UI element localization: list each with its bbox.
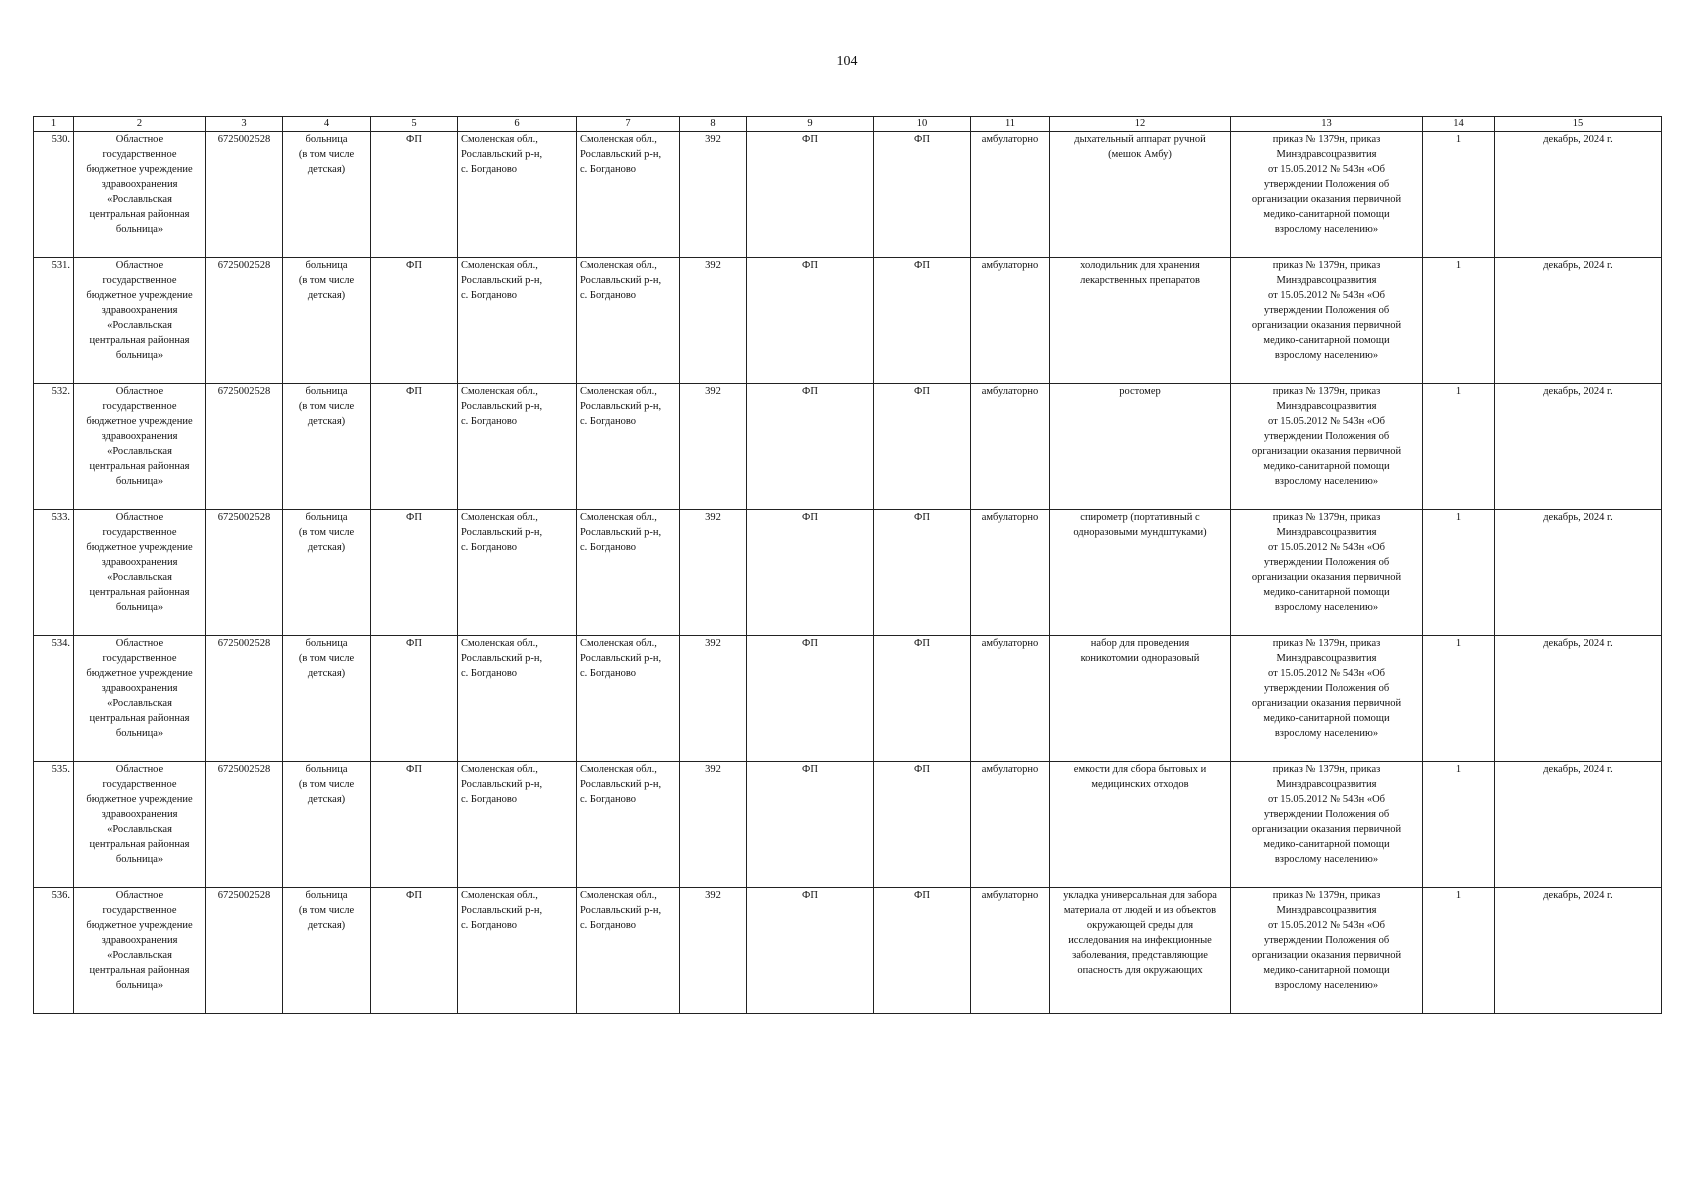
equipment-name-text: дыхательный аппарат ручной (мешок Амбу) [1074, 134, 1206, 160]
row-number [34, 636, 74, 762]
unit-type-secondary-text: ФП [914, 260, 930, 271]
care-condition-text: амбулаторно [981, 134, 1039, 145]
quantity-text: 1 [1455, 764, 1462, 775]
regulatory-order-text: приказ № 1379н, приказ Минздравсоцразвития от 15.05.2012 № 543н «Об утверждении Положения об организации оказания первичной медико-санитарной помощи взрослому населению» [1251, 890, 1402, 991]
unit-type-text: ФП [802, 764, 818, 775]
subdivision-text: ФП [406, 386, 422, 397]
address-secondary-text: Смоленская обл., Рославльский р-н, с. Богданово [580, 764, 662, 805]
subdivision [371, 762, 458, 888]
regulatory-order-text: приказ № 1379н, приказ Минздравсоцразвития от 15.05.2012 № 543н «Об утверждении Положения об организации оказания первичной медико-санитарной помощи взрослому населению» [1251, 638, 1402, 739]
regulatory-order [1231, 132, 1423, 258]
delivery-date-text: декабрь, 2024 г. [1543, 386, 1613, 397]
inn-value [206, 132, 283, 258]
address [458, 510, 577, 636]
care-condition-text: амбулаторно [981, 260, 1039, 271]
subdivision-text: ФП [406, 134, 422, 145]
address-secondary [577, 510, 680, 636]
equipment-name-text: емкости для сбора бытовых и медицинских отходов [1073, 764, 1207, 790]
column-header: 5 [371, 117, 458, 132]
column-header: 12 [1050, 117, 1231, 132]
table-row [34, 510, 1662, 636]
address [458, 762, 577, 888]
address-text: Смоленская обл., Рославльский р-н, с. Богданово [461, 512, 543, 553]
code-value-text: 392 [705, 638, 721, 649]
organization-name-text: Областное государственное бюджетное учреждение здравоохранения «Рославльская центральная районная больница» [86, 134, 193, 235]
facility-type [283, 888, 371, 1014]
inn-value [206, 258, 283, 384]
column-header: 9 [747, 117, 874, 132]
organization-name-text: Областное государственное бюджетное учреждение здравоохранения «Рославльская центральная районная больница» [86, 764, 193, 865]
unit-type-secondary [874, 510, 971, 636]
quantity [1423, 636, 1495, 762]
equipment-name [1050, 258, 1231, 384]
facility-type-text: больница (в том числе детская) [298, 764, 355, 805]
column-header: 7 [577, 117, 680, 132]
quantity-text: 1 [1455, 386, 1462, 397]
delivery-date [1495, 384, 1662, 510]
subdivision [371, 510, 458, 636]
table-row [34, 258, 1662, 384]
subdivision-text: ФП [406, 512, 422, 523]
code-value-text: 392 [705, 386, 721, 397]
inn-value-text: 6725002528 [217, 260, 271, 271]
unit-type-secondary [874, 888, 971, 1014]
unit-type [747, 888, 874, 1014]
regulatory-order [1231, 888, 1423, 1014]
unit-type [747, 762, 874, 888]
page-number: 104 [836, 54, 858, 69]
equipment-name-text: спирометр (портативный с одноразовыми мундштуками) [1073, 512, 1207, 538]
unit-type [747, 258, 874, 384]
equipment-registry-table [33, 116, 1662, 1014]
subdivision [371, 384, 458, 510]
column-header: 10 [874, 117, 971, 132]
unit-type-secondary-text: ФП [914, 134, 930, 145]
code-value-text: 392 [705, 134, 721, 145]
organization-name-text: Областное государственное бюджетное учреждение здравоохранения «Рославльская центральная районная больница» [86, 890, 193, 991]
quantity [1423, 888, 1495, 1014]
organization-name-text: Областное государственное бюджетное учреждение здравоохранения «Рославльская центральная районная больница» [86, 386, 193, 487]
address-secondary [577, 888, 680, 1014]
subdivision [371, 888, 458, 1014]
delivery-date-text: декабрь, 2024 г. [1543, 260, 1613, 271]
inn-value-text: 6725002528 [217, 512, 271, 523]
delivery-date [1495, 762, 1662, 888]
organization-name [74, 510, 206, 636]
regulatory-order-text: приказ № 1379н, приказ Минздравсоцразвития от 15.05.2012 № 543н «Об утверждении Положения об организации оказания первичной медико-санитарной помощи взрослому населению» [1251, 386, 1402, 487]
inn-value-text: 6725002528 [217, 890, 271, 901]
row-number [34, 384, 74, 510]
code-value-text: 392 [705, 890, 721, 901]
unit-type-text: ФП [802, 386, 818, 397]
regulatory-order [1231, 510, 1423, 636]
code-value [680, 510, 747, 636]
address-secondary-text: Смоленская обл., Рославльский р-н, с. Богданово [580, 260, 662, 301]
equipment-name [1050, 384, 1231, 510]
unit-type-text: ФП [802, 890, 818, 901]
code-value [680, 888, 747, 1014]
unit-type-text: ФП [802, 512, 818, 523]
inn-value-text: 6725002528 [217, 638, 271, 649]
row-number-text: 530. [51, 134, 70, 145]
organization-name [74, 258, 206, 384]
code-value-text: 392 [705, 764, 721, 775]
unit-type [747, 384, 874, 510]
address [458, 636, 577, 762]
address-secondary-text: Смоленская обл., Рославльский р-н, с. Богданово [580, 134, 662, 175]
table-row [34, 636, 1662, 762]
care-condition [971, 888, 1050, 1014]
column-header: 4 [283, 117, 371, 132]
regulatory-order [1231, 636, 1423, 762]
inn-value [206, 510, 283, 636]
care-condition-text: амбулаторно [981, 512, 1039, 523]
address-secondary [577, 636, 680, 762]
facility-type [283, 132, 371, 258]
row-number [34, 510, 74, 636]
column-number-row [34, 117, 1662, 132]
address-text: Смоленская обл., Рославльский р-н, с. Богданово [461, 134, 543, 175]
address [458, 132, 577, 258]
code-value [680, 258, 747, 384]
subdivision-text: ФП [406, 638, 422, 649]
delivery-date-text: декабрь, 2024 г. [1543, 512, 1613, 523]
row-number [34, 762, 74, 888]
address-secondary-text: Смоленская обл., Рославльский р-н, с. Богданово [580, 386, 662, 427]
address-text: Смоленская обл., Рославльский р-н, с. Богданово [461, 764, 543, 805]
code-value [680, 384, 747, 510]
subdivision [371, 258, 458, 384]
subdivision-text: ФП [406, 260, 422, 271]
organization-name-text: Областное государственное бюджетное учреждение здравоохранения «Рославльская центральная районная больница» [86, 638, 193, 739]
inn-value [206, 762, 283, 888]
delivery-date-text: декабрь, 2024 г. [1543, 890, 1613, 901]
column-header: 2 [74, 117, 206, 132]
unit-type-secondary [874, 258, 971, 384]
code-value [680, 762, 747, 888]
facility-type [283, 258, 371, 384]
table-row [34, 384, 1662, 510]
subdivision [371, 132, 458, 258]
quantity [1423, 762, 1495, 888]
column-header: 1 [34, 117, 74, 132]
delivery-date-text: декабрь, 2024 г. [1543, 638, 1613, 649]
unit-type-secondary-text: ФП [914, 638, 930, 649]
address-text: Смоленская обл., Рославльский р-н, с. Богданово [461, 890, 543, 931]
equipment-name [1050, 762, 1231, 888]
quantity [1423, 384, 1495, 510]
address-secondary [577, 258, 680, 384]
inn-value [206, 636, 283, 762]
address [458, 384, 577, 510]
regulatory-order-text: приказ № 1379н, приказ Минздравсоцразвития от 15.05.2012 № 543н «Об утверждении Положения об организации оказания первичной медико-санитарной помощи взрослому населению» [1251, 134, 1402, 235]
inn-value-text: 6725002528 [217, 386, 271, 397]
row-number [34, 258, 74, 384]
care-condition [971, 510, 1050, 636]
table-body [34, 132, 1662, 1014]
column-header: 3 [206, 117, 283, 132]
unit-type-secondary-text: ФП [914, 764, 930, 775]
care-condition [971, 132, 1050, 258]
unit-type-secondary [874, 762, 971, 888]
care-condition [971, 384, 1050, 510]
facility-type-text: больница (в том числе детская) [298, 638, 355, 679]
table-row [34, 762, 1662, 888]
table-row [34, 888, 1662, 1014]
subdivision-text: ФП [406, 764, 422, 775]
equipment-name-text: ростомер [1119, 386, 1161, 397]
unit-type-text: ФП [802, 134, 818, 145]
subdivision [371, 636, 458, 762]
address-secondary [577, 132, 680, 258]
column-header: 8 [680, 117, 747, 132]
care-condition-text: амбулаторно [981, 638, 1039, 649]
delivery-date [1495, 258, 1662, 384]
address-secondary [577, 384, 680, 510]
unit-type-secondary [874, 384, 971, 510]
row-number-text: 534. [51, 638, 70, 649]
equipment-name-text: укладка универсальная для забора материала от людей и из объектов окружающей среды для исследования на инфекционные заболевания, представляющие опасность для окружающих [1063, 890, 1217, 976]
equipment-name [1050, 510, 1231, 636]
delivery-date-text: декабрь, 2024 г. [1543, 134, 1613, 145]
row-number-text: 532. [51, 386, 70, 397]
quantity-text: 1 [1455, 134, 1462, 145]
delivery-date [1495, 132, 1662, 258]
care-condition-text: амбулаторно [981, 764, 1039, 775]
column-header: 14 [1423, 117, 1495, 132]
unit-type-text: ФП [802, 638, 818, 649]
unit-type-text: ФП [802, 260, 818, 271]
quantity-text: 1 [1455, 260, 1462, 271]
facility-type-text: больница (в том числе детская) [298, 260, 355, 301]
regulatory-order [1231, 258, 1423, 384]
column-header: 11 [971, 117, 1050, 132]
regulatory-order-text: приказ № 1379н, приказ Минздравсоцразвития от 15.05.2012 № 543н «Об утверждении Положения об организации оказания первичной медико-санитарной помощи взрослому населению» [1251, 764, 1402, 865]
equipment-name-text: холодильник для хранения лекарственных препаратов [1080, 260, 1200, 286]
subdivision-text: ФП [406, 890, 422, 901]
address-secondary-text: Смоленская обл., Рославльский р-н, с. Богданово [580, 512, 662, 553]
equipment-name [1050, 636, 1231, 762]
organization-name-text: Областное государственное бюджетное учреждение здравоохранения «Рославльская центральная районная больница» [86, 512, 193, 613]
facility-type-text: больница (в том числе детская) [298, 890, 355, 931]
unit-type-secondary-text: ФП [914, 386, 930, 397]
organization-name [74, 762, 206, 888]
code-value [680, 132, 747, 258]
row-number [34, 132, 74, 258]
organization-name [74, 888, 206, 1014]
address-text: Смоленская обл., Рославльский р-н, с. Богданово [461, 638, 543, 679]
equipment-name [1050, 888, 1231, 1014]
row-number-text: 531. [51, 260, 70, 271]
facility-type [283, 762, 371, 888]
address-secondary-text: Смоленская обл., Рославльский р-н, с. Богданово [580, 890, 662, 931]
organization-name-text: Областное государственное бюджетное учреждение здравоохранения «Рославльская центральная районная больница» [86, 260, 193, 361]
row-number-text: 536. [51, 890, 70, 901]
organization-name [74, 636, 206, 762]
facility-type-text: больница (в том числе детская) [298, 386, 355, 427]
inn-value-text: 6725002528 [217, 764, 271, 775]
quantity [1423, 258, 1495, 384]
inn-value [206, 384, 283, 510]
address-secondary-text: Смоленская обл., Рославльский р-н, с. Богданово [580, 638, 662, 679]
facility-type [283, 636, 371, 762]
column-header: 15 [1495, 117, 1662, 132]
care-condition [971, 762, 1050, 888]
quantity-text: 1 [1455, 638, 1462, 649]
facility-type-text: больница (в том числе детская) [298, 512, 355, 553]
unit-type-secondary-text: ФП [914, 890, 930, 901]
address [458, 258, 577, 384]
regulatory-order-text: приказ № 1379н, приказ Минздравсоцразвития от 15.05.2012 № 543н «Об утверждении Положения об организации оказания первичной медико-санитарной помощи взрослому населению» [1251, 260, 1402, 361]
row-number-text: 535. [51, 764, 70, 775]
care-condition-text: амбулаторно [981, 386, 1039, 397]
facility-type [283, 384, 371, 510]
unit-type-secondary [874, 636, 971, 762]
organization-name [74, 132, 206, 258]
unit-type [747, 636, 874, 762]
facility-type [283, 510, 371, 636]
care-condition-text: амбулаторно [981, 890, 1039, 901]
unit-type-secondary [874, 132, 971, 258]
column-header: 6 [458, 117, 577, 132]
address [458, 888, 577, 1014]
inn-value [206, 888, 283, 1014]
column-header: 13 [1231, 117, 1423, 132]
delivery-date [1495, 888, 1662, 1014]
unit-type-secondary-text: ФП [914, 512, 930, 523]
delivery-date-text: декабрь, 2024 г. [1543, 764, 1613, 775]
row-number [34, 888, 74, 1014]
table-row [34, 132, 1662, 258]
row-number-text: 533. [51, 512, 70, 523]
regulatory-order [1231, 762, 1423, 888]
address-text: Смоленская обл., Рославльский р-н, с. Богданово [461, 386, 543, 427]
address-secondary [577, 762, 680, 888]
quantity [1423, 510, 1495, 636]
inn-value-text: 6725002528 [217, 134, 271, 145]
regulatory-order-text: приказ № 1379н, приказ Минздравсоцразвития от 15.05.2012 № 543н «Об утверждении Положения об организации оказания первичной медико-санитарной помощи взрослому населению» [1251, 512, 1402, 613]
delivery-date [1495, 636, 1662, 762]
equipment-name [1050, 132, 1231, 258]
unit-type [747, 132, 874, 258]
delivery-date [1495, 510, 1662, 636]
care-condition [971, 258, 1050, 384]
code-value [680, 636, 747, 762]
facility-type-text: больница (в том числе детская) [298, 134, 355, 175]
quantity-text: 1 [1455, 512, 1462, 523]
quantity [1423, 132, 1495, 258]
regulatory-order [1231, 384, 1423, 510]
address-text: Смоленская обл., Рославльский р-н, с. Богданово [461, 260, 543, 301]
care-condition [971, 636, 1050, 762]
code-value-text: 392 [705, 260, 721, 271]
unit-type [747, 510, 874, 636]
equipment-name-text: набор для проведения коникотомии одноразовый [1080, 638, 1200, 664]
organization-name [74, 384, 206, 510]
quantity-text: 1 [1455, 890, 1462, 901]
code-value-text: 392 [705, 512, 721, 523]
